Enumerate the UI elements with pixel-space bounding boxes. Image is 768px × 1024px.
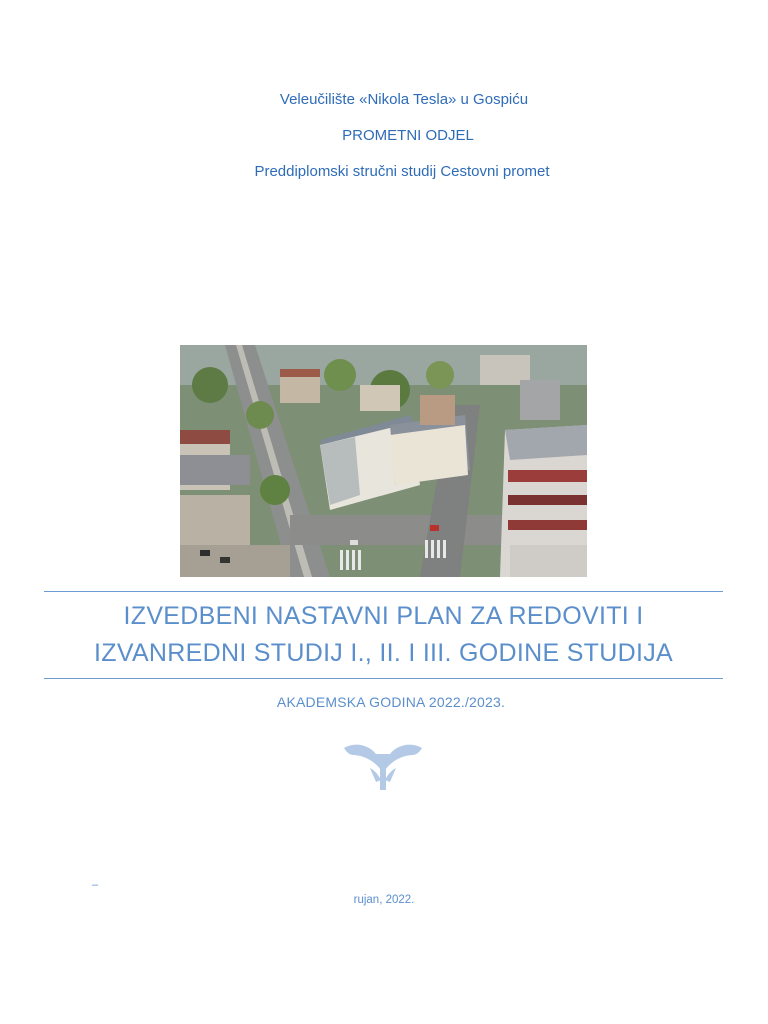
academic-year-subtitle: AKADEMSKA GODINA 2022./2023. <box>276 694 506 710</box>
document-title-line-2: IZVANREDNI STUDIJ I., II. I III. GODINE STUDIJA <box>94 639 673 667</box>
document-title-line-1: IZVEDBENI NASTAVNI PLAN ZA REDOVITI I <box>123 602 644 630</box>
document-title <box>44 598 723 672</box>
programme-name: Preddiplomski stručni studij Cestovni promet <box>254 163 550 180</box>
institution-logo-icon <box>340 740 426 794</box>
footer-dash: – <box>92 879 99 891</box>
title-bottom-rule <box>44 678 723 679</box>
title-top-rule <box>44 591 723 592</box>
document-date: rujan, 2022. <box>353 894 415 906</box>
aerial-town-photo <box>180 345 587 577</box>
department-name: PROMETNI ODJEL <box>342 127 474 144</box>
institution-name: Veleučilište «Nikola Tesla» u Gospiću <box>279 91 529 108</box>
